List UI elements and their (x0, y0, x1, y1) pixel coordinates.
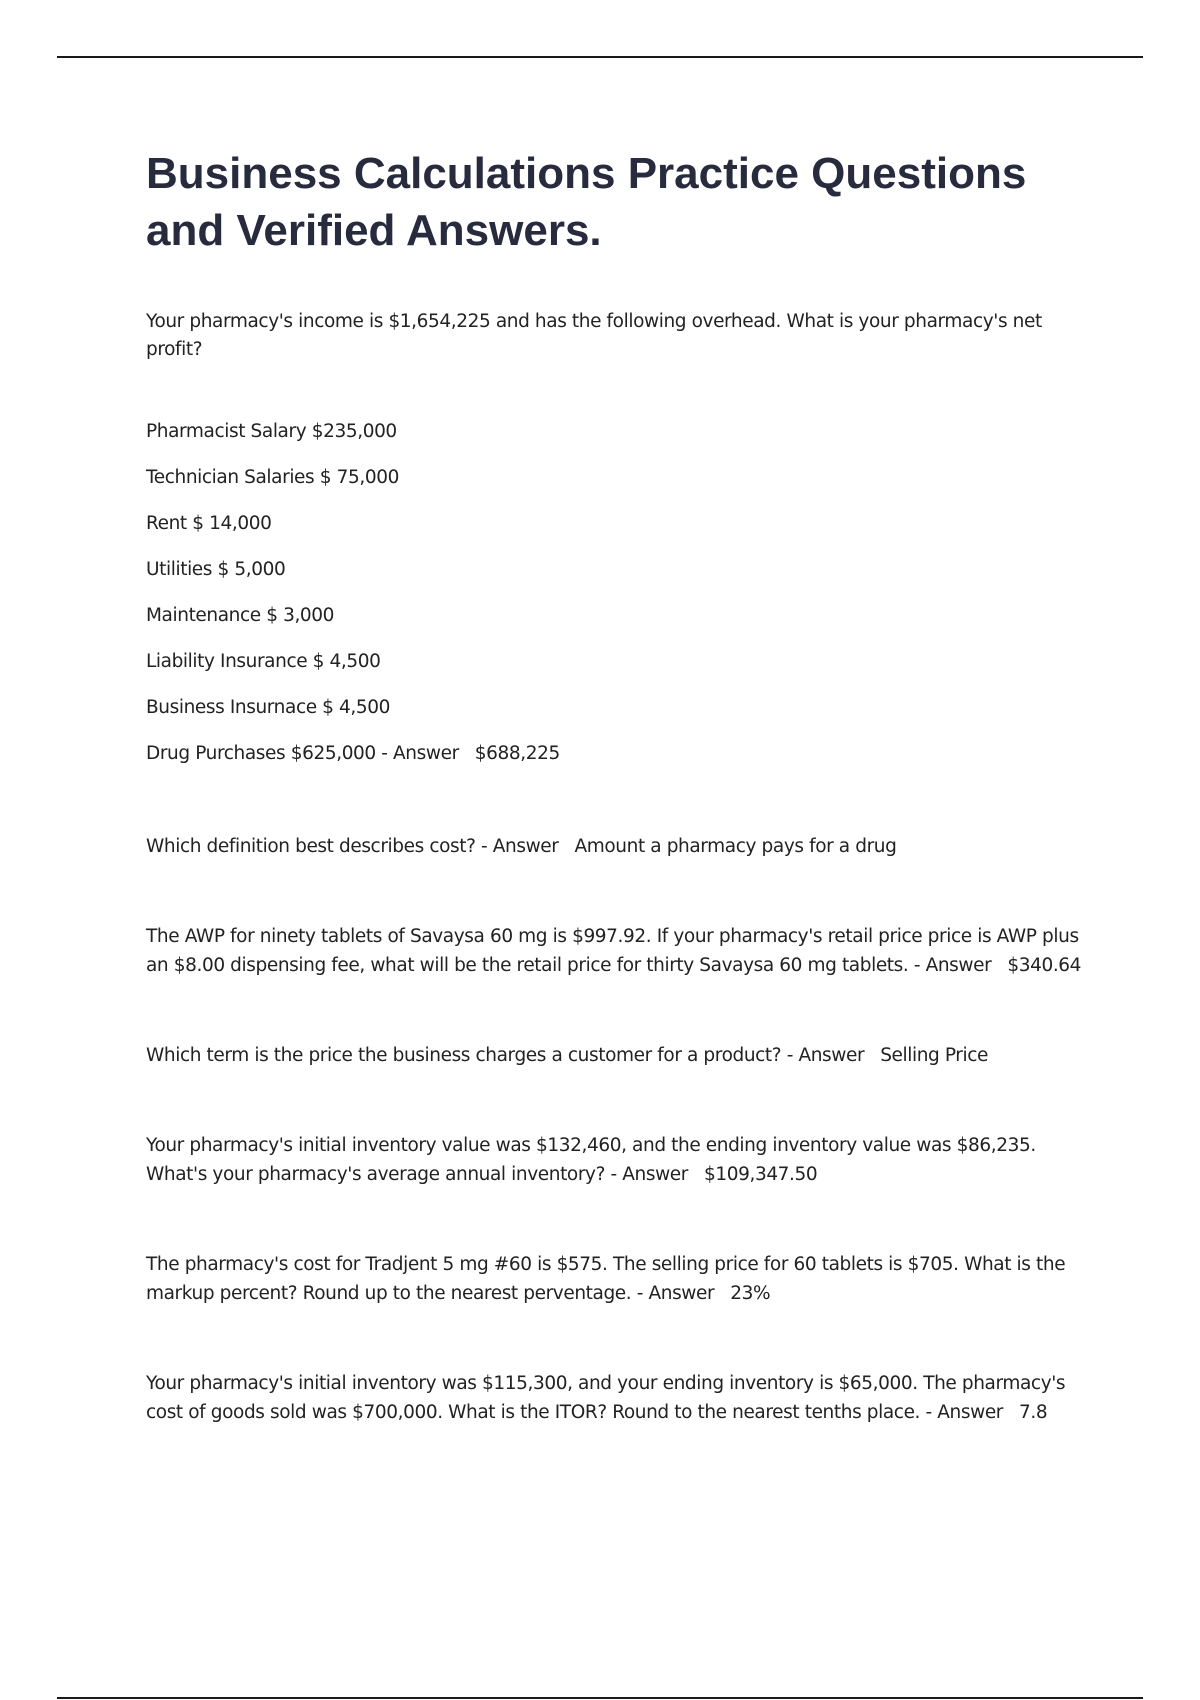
document-body (146, 145, 1086, 1427)
qa-question: Your pharmacy's initial inventory was $115,300, and your ending inventory is $65,000. The pharmacy's cost of goods sold was $700,000. What is the ITOR? Round to the nearest tenths place. - Answer (146, 1373, 1066, 1423)
question-1-last-line: Drug Purchases $625,000 - Answer (146, 743, 459, 764)
expense-item: Utilities $ 5,000 (146, 559, 286, 580)
expense-item: Rent $ 14,000 (146, 513, 272, 534)
qa-answer: 7.8 (1019, 1402, 1048, 1423)
question-1-prompt: Your pharmacy's income is $1,654,225 and has the following overhead. What is your pharmacy's net profit? (146, 311, 1042, 360)
qa-item (146, 1131, 1086, 1189)
qa-answer: Amount a pharmacy pays for a drug (574, 836, 897, 857)
expense-item: Business Insurnace $ 4,500 (146, 697, 390, 718)
qa-question: Your pharmacy's initial inventory value was $132,460, and the ending inventory value was $86,235. What's your pharmacy's average annual inventory? - Answer (146, 1135, 1036, 1185)
qa-answer: $340.64 (1007, 955, 1082, 976)
qa-answer: $109,347.50 (703, 1164, 818, 1185)
qa-item (146, 1369, 1086, 1427)
expense-item: Pharmacist Salary $235,000 (146, 421, 397, 442)
bottom-rule (57, 1697, 1143, 1699)
expense-item: Maintenance $ 3,000 (146, 605, 335, 626)
qa-item (146, 832, 1086, 861)
qa-answer: Selling Price (880, 1045, 989, 1066)
expense-item-last (146, 742, 1086, 788)
qa-question: Which definition best describes cost? - Answer (146, 836, 559, 857)
top-rule (57, 56, 1143, 58)
qa-item (146, 1250, 1086, 1308)
question-1-answer: $688,225 (474, 743, 560, 764)
qa-question: The AWP for ninety tablets of Savaysa 60 mg is $997.92. If your pharmacy's retail price price is AWP plus an $8.00 dispensing fee, what will be the retail price for thirty Savaysa 60 mg tablets. - Answer (146, 926, 1079, 976)
expense-item: Liability Insurance $ 4,500 (146, 651, 381, 672)
qa-answer: 23% (730, 1283, 771, 1304)
qa-item (146, 1041, 1086, 1070)
qa-question: Which term is the price the business charges a customer for a product? - Answer (146, 1045, 865, 1066)
expense-item: Technician Salaries $ 75,000 (146, 467, 399, 488)
qa-item (146, 922, 1086, 980)
document-title: Business Calculations Practice Questions and Verified Answers. (146, 149, 1027, 255)
qa-question: The pharmacy's cost for Tradjent 5 mg #60 is $575. The selling price for 60 tablets is $705. What is the markup percent? Round up to the nearest perventage. - Answer (146, 1254, 1066, 1304)
expense-list (146, 420, 1086, 788)
